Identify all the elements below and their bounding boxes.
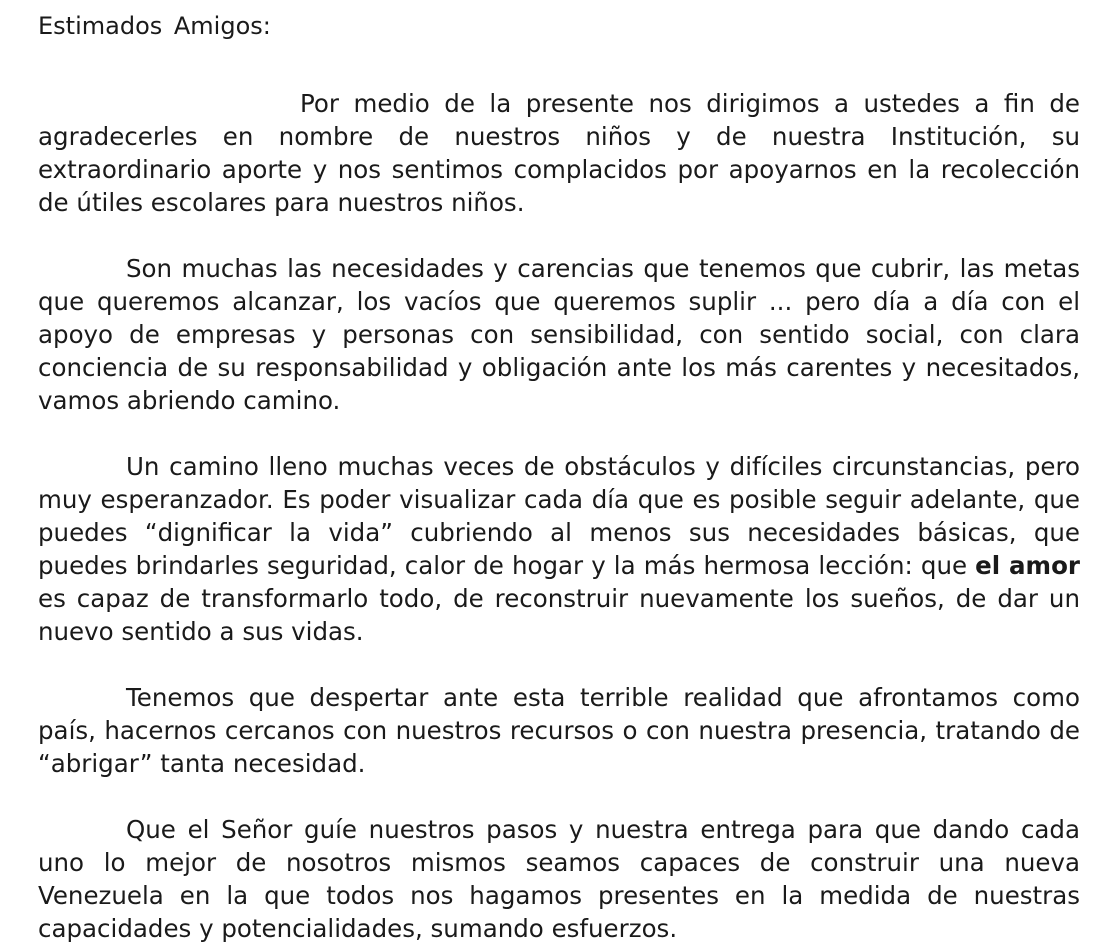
paragraph-path-text-before: Un camino lleno muchas veces de obstáculos y difíciles circunstancias, pero muy esperanzador. Es poder visualizar cada día que es posible seguir adelante, que puedes “dignificar la vida” cubriendo al menos sus necesidades básicas, que puedes brindarles seguridad, calor de hogar y la más hermosa lección: que — [38, 452, 1080, 580]
paragraph-path — [38, 450, 1080, 648]
paragraph-awaken: Tenemos que despertar ante esta terrible realidad que afrontamos como país, hacernos cercanos con nuestros recursos o con nuestra presencia, tratando de “abrigar” tanta necesidad. — [38, 683, 1080, 778]
paragraph-gratitude: Por medio de la presente nos dirigimos a ustedes a fin de agradecerles en nombre de nuestros niños y de nuestra Institución, su extraordinario aporte y nos sentimos complacidos por apoyarnos en la recolección de útiles escolares para nuestros niños. — [38, 89, 1080, 217]
emphasis-el-amor: el amor — [975, 551, 1080, 580]
letter-body — [38, 0, 1080, 945]
paragraph-closing: Que el Señor guíe nuestros pasos y nuestra entrega para que dando cada uno lo mejor de nosotros mismos seamos capaces de construir una nueva Venezuela en la que todos nos hagamos presentes en la medida de nuestras capacidades y potencialidades, sumando esfuerzos. — [38, 815, 1080, 943]
paragraph-path-text-after: es capaz de transformarlo todo, de reconstruir nuevamente los sueños, de dar un nuevo sentido a sus vidas. — [38, 584, 1080, 646]
paragraph-needs: Son muchas las necesidades y carencias que tenemos que cubrir, las metas que queremos alcanzar, los vacíos que queremos suplir ... pero día a día con el apoyo de empresas y personas con sensibilidad, con sentido social, con clara conciencia de su responsabilidad y obligación ante los más carentes y necesitados, vamos abriendo camino. — [38, 254, 1080, 415]
salutation: Estimados Amigos: — [38, 12, 271, 40]
